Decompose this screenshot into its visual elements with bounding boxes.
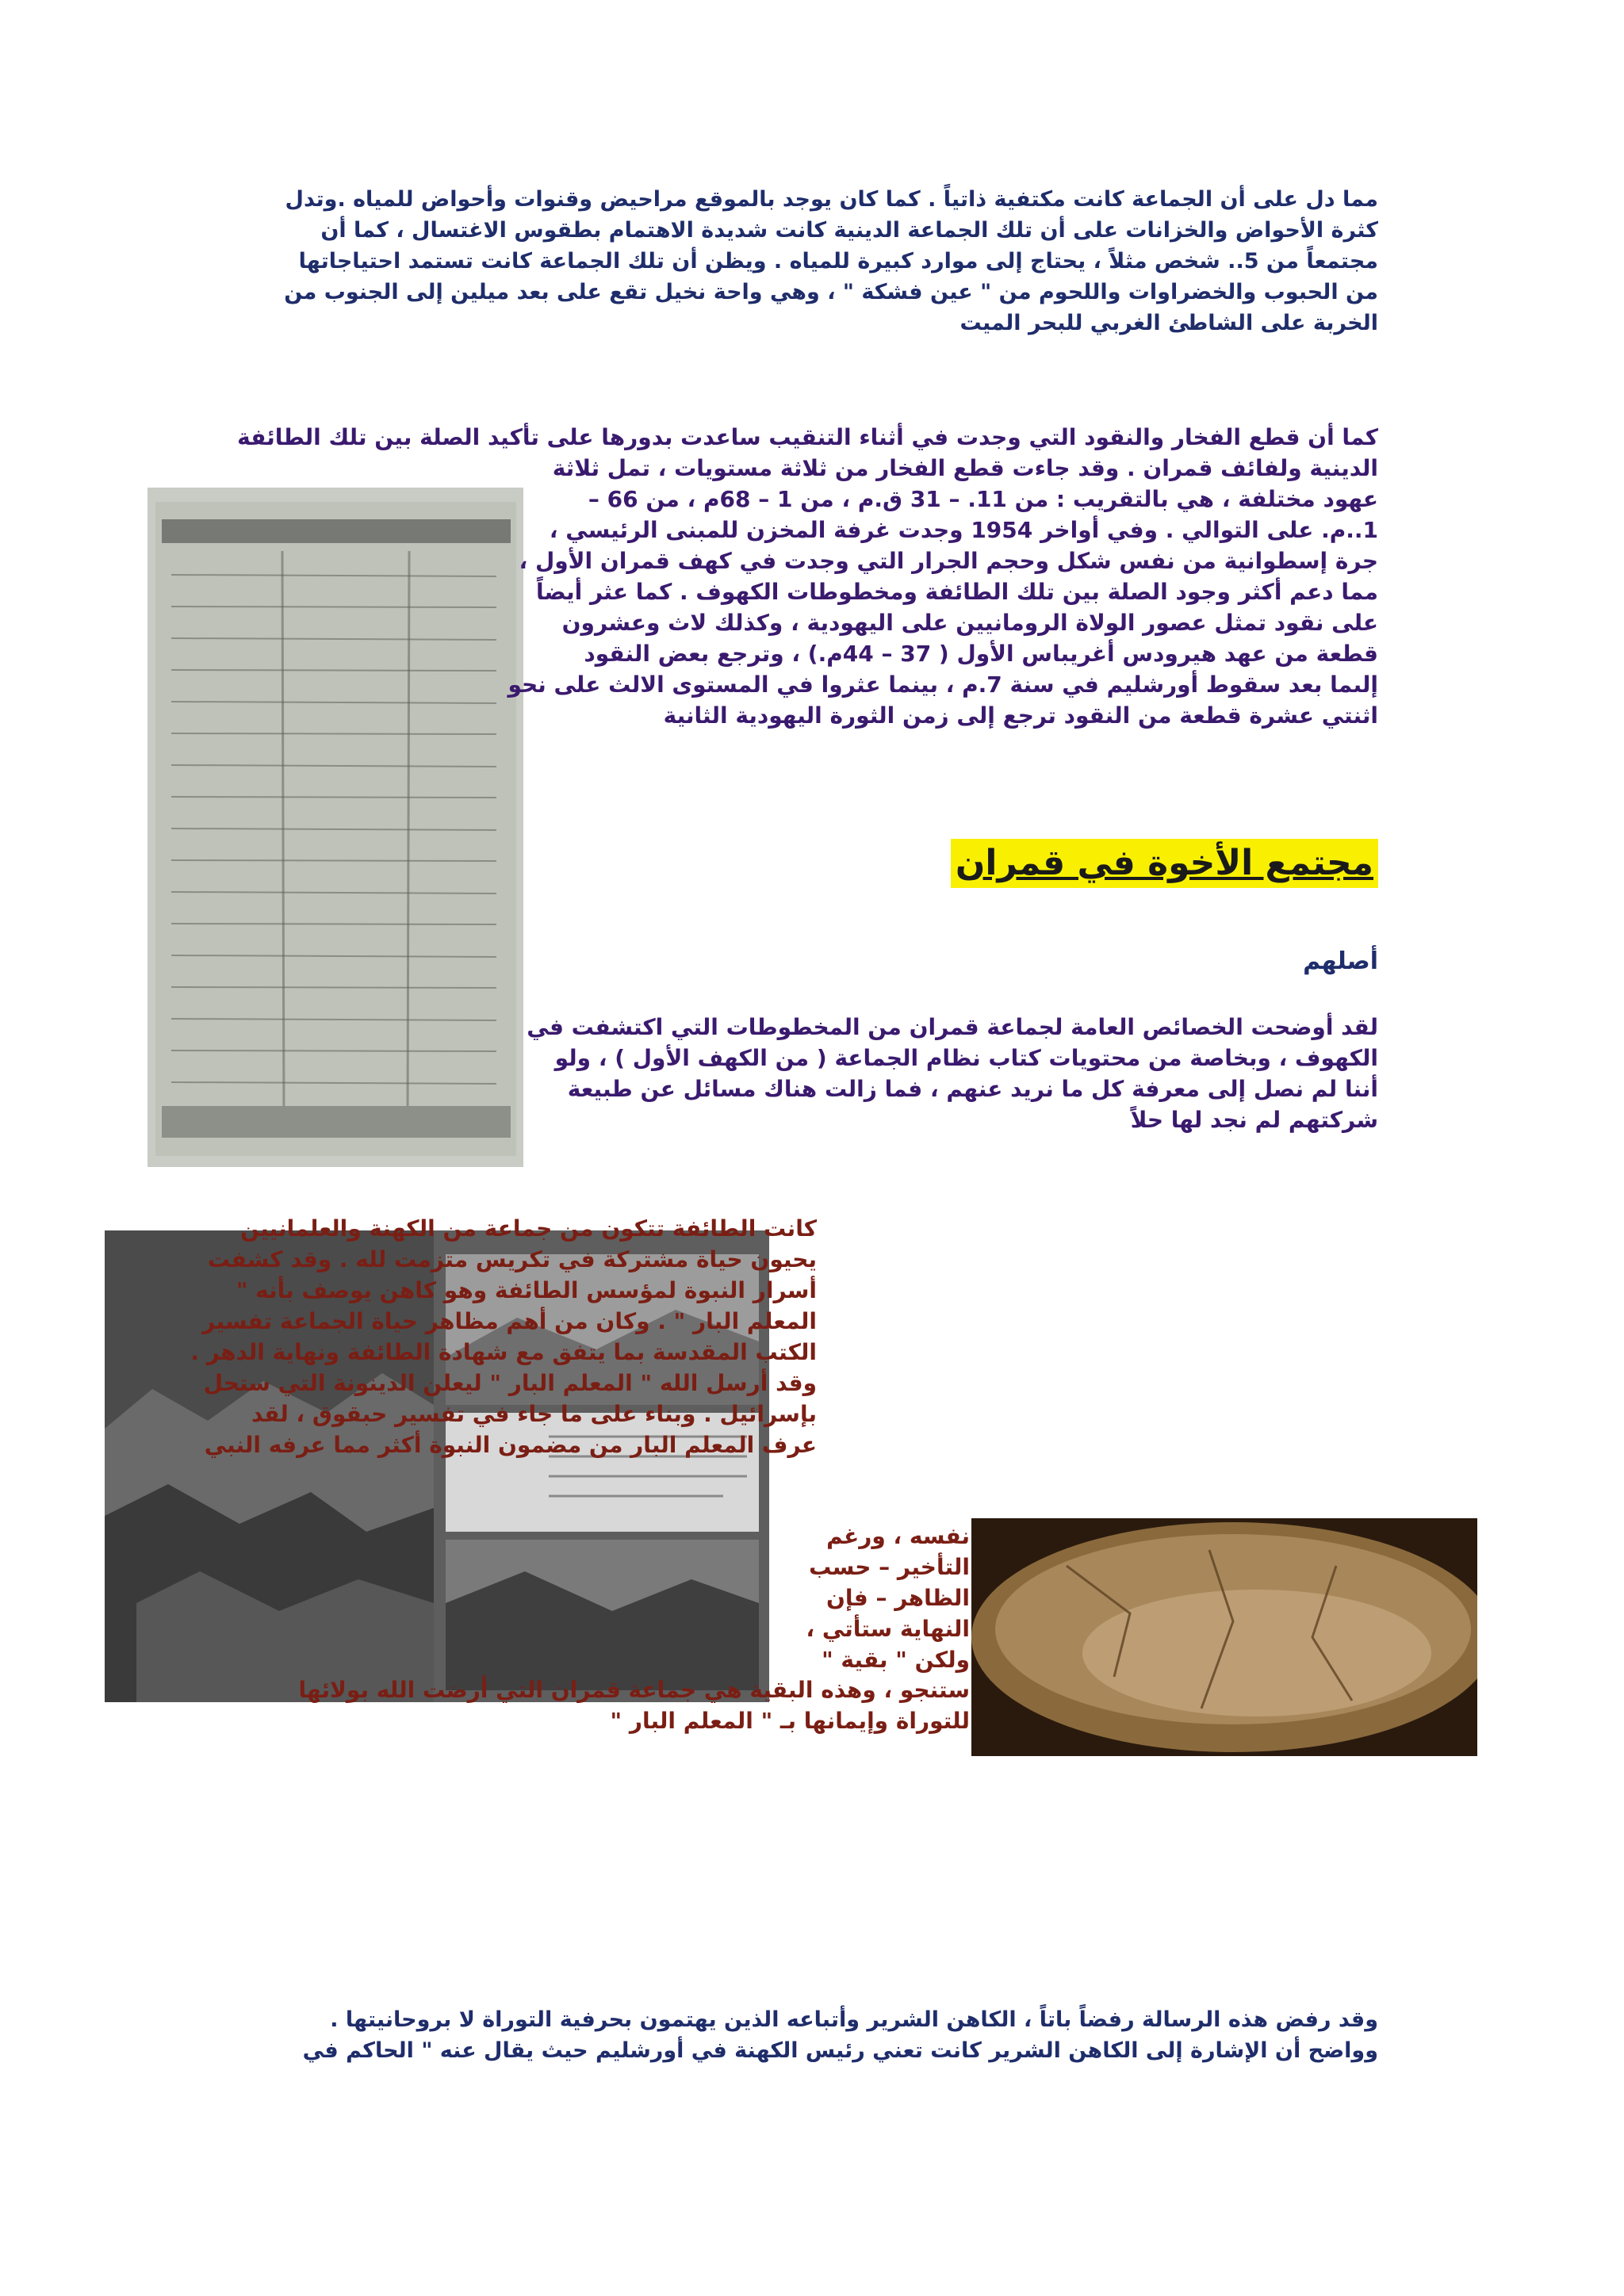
text-line: نفسه ، ورغم (826, 1523, 970, 1549)
text-line: أسرار النبوة لمؤسس الطائفة وهو كاهن يوصف بأنه " (236, 1277, 817, 1303)
text-line: بإسرائيل . وبناء على ما جاء في تفسير حبقوق ، لقد (251, 1401, 817, 1427)
text-line: الدينية ولفائف قمران . وقد جاءت قطع الفخار من ثلاثة مستويات ، تمل ثلاثة (552, 455, 1378, 481)
jar-photo (971, 1518, 1477, 1756)
text-line: اثنتي عشرة قطعة من النقود ترجع إلى زمن الثورة اليهودية الثانية (663, 702, 1378, 729)
text-line: شركتهم لم نجد لها حلاً (1130, 1107, 1378, 1133)
text-line: على نقود تمثل عصور الولاة الرومانيين على اليهودية ، وكذلك لاث وعشرون (561, 610, 1378, 636)
section-heading: مجتمع الأخوة في قمران (951, 839, 1378, 888)
community-paragraph (127, 1213, 817, 1460)
origins-paragraph (527, 1012, 1378, 1135)
text-line: الكتب المقدسة بما يتفق مع شهادة الطائفة ونهاية الدهر . (190, 1339, 817, 1365)
text-line: يحيون حياة مشتركة في تكريس متزمت لله . وقد كشفت (207, 1246, 817, 1272)
text-line: إلىما بعد سقوط أورشليم في سنة 7.م ، بينما عثروا في المستوى الالث على نحو (508, 672, 1378, 698)
text-line: وواضح أن الإشارة إلى الكاهن الشرير كانت تعني رئيس الكهنة في أورشليم حيث يقال عنه " الحاكم في (302, 2038, 1378, 2063)
text-line: 1..م. على التوالي . وفي أواخر 1954 وجدت غرفة المخزن للمبنى الرئيسي ، (549, 517, 1378, 543)
text-line: ستنجو ، وهذه البقية هي جماعة قمران التي أرضت الله بولائها (298, 1677, 970, 1703)
text-line: التأخير – حسب (809, 1554, 970, 1580)
text-line: مما دل على أن الجماعة كانت مكتفية ذاتياً . كما كان يوجد بالموقع مراحيض وقنوات وأحواض للمياه .وتدل (285, 187, 1378, 212)
text-line: الكهوف ، وبخاصة من محتويات كتاب نظام الجماعة ( من الكهف الأول ) ، ولو (554, 1045, 1378, 1071)
text-line: من الحبوب والخضراوات واللحوم من " عين فشكة " ، وهي واحة نخيل تقع على بعد ميلين إلى الجنوب من (284, 280, 1378, 304)
text-line: مجتمعاً من 5.. شخص مثلاً ، يحتاج إلى موارد كبيرة للمياه . ويظن أن تلك الجماعة كانت تستمد احتياجاتها (298, 249, 1378, 274)
text-line: كانت الطائفة تتكون من جماعة من الكهنة والعلمانيين (240, 1215, 817, 1242)
text-line: كثرة الأحواض والخزانات على أن تلك الجماعة الدينية كانت شديدة الاهتمام بطقوس الاغتسال ، كما أن (320, 218, 1378, 243)
text-line: النهاية ستأتي ، (806, 1616, 970, 1642)
text-line: الخربة على الشاطئ الغربي للبحر الميت (959, 311, 1378, 335)
text-line: أننا لم نصل إلى معرفة كل ما نريد عنهم ، فما زالت هناك مسائل عن طبيعة (567, 1076, 1378, 1102)
pottery-paragraph (236, 422, 1378, 731)
community-paragraph-end (256, 1674, 970, 1736)
text-line: عرف المعلم البار من مضمون النبوة أكثر مما عرفه النبي (204, 1432, 817, 1458)
text-line: جرة إسطوانية من نفس شكل وحجم الجرار التي وجدت في كهف قمران الأول ، (519, 548, 1378, 574)
text-line: وقد رفض هذه الرسالة رفضاً باتاً ، الكاهن الشرير وأتباعه الذين يهتمون بحرفية التوراة لا بروحانيتها . (330, 2007, 1378, 2032)
community-paragraph-narrow (787, 1521, 970, 1675)
closing-paragraph (236, 2004, 1378, 2066)
intro-paragraph (236, 184, 1378, 339)
text-line: الظاهر – فإن (826, 1585, 970, 1611)
text-line: وقد أرسل الله " المعلم البار " ليعلن الدينونة التي ستحل (203, 1370, 817, 1396)
text-line: كما أن قطع الفخار والنقود التي وجدت في أثناء التنقيب ساعدت بدورها على تأكيد الصلة بين تلك الطائفة (237, 424, 1378, 450)
text-line: قطعة من عهد هيرودس أغريباس الأول ( 37 – 44م.) ، وترجع بعض النقود (584, 641, 1378, 667)
text-line: مما دعم أكثر وجود الصلة بين تلك الطائفة ومخطوطات الكهوف . كما عثر أيضاً (536, 579, 1378, 605)
text-line: لقد أوضحت الخصائص العامة لجماعة قمران من المخطوطات التي اكتشفت في (527, 1014, 1378, 1040)
text-line: ولكن " بقية " (822, 1647, 970, 1673)
subheading: أصلهم (1303, 947, 1378, 975)
text-line: المعلم البار " . وكان من أهم مظاهر حياة الجماعة تفسير (202, 1308, 817, 1334)
text-line: للتوراة وإيمانها بـ " المعلم البار " (610, 1708, 970, 1734)
text-line: عهود مختلفة ، هي بالتقريب : من 11. – 31 ق.م ، من 1 – 68م ، من 66 – (588, 486, 1378, 512)
